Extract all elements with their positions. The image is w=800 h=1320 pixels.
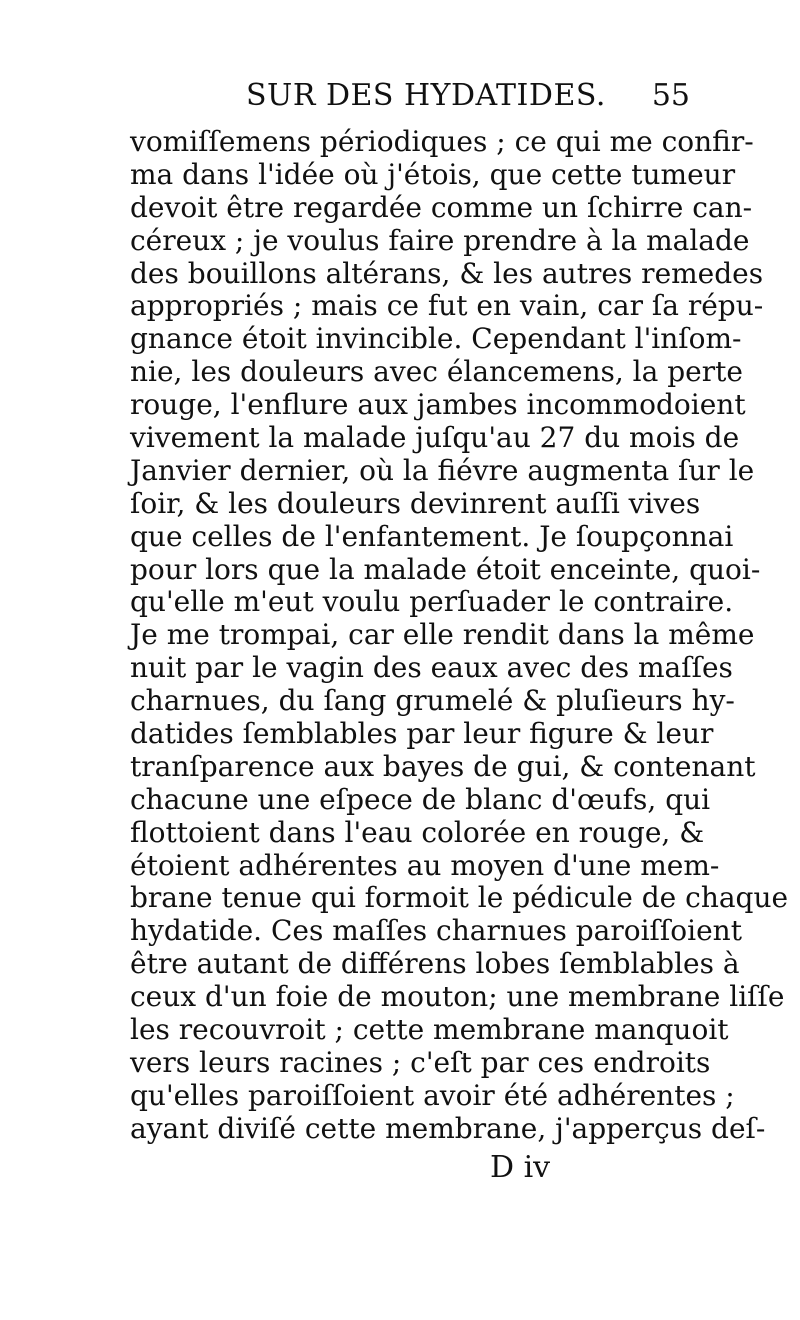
text-line: être autant de différens lobes ſemblables à	[130, 947, 740, 981]
running-title: SUR DES HYDATIDES.	[246, 78, 606, 113]
body-text	[130, 125, 789, 1146]
text-line: datides ſemblables par leur figure & leur	[130, 717, 714, 751]
text-line: ſoir, & les douleurs devinrent auſſi vives	[130, 486, 701, 520]
text-line: Janvier dernier, où la fiévre augmenta ſur le	[130, 453, 755, 487]
text-line: brane tenue qui formoit le pédicule de chaque	[130, 881, 789, 915]
text-line: appropriés ; mais ce fut en vain, car ſa répu-	[130, 289, 764, 323]
text-line: ceux d'un foie de mouton; une membrane liſſe	[130, 980, 785, 1014]
text-line: flottoient dans l'eau colorée en rouge, &	[130, 815, 705, 849]
text-line: gnance étoit invincible. Cependant l'inſom-	[130, 322, 742, 356]
text-line: pour lors que la malade étoit enceinte, quoi-	[130, 552, 761, 586]
text-line: des bouillons altérans, & les autres remedes	[130, 256, 764, 290]
text-line: qu'elle m'eut voulu perſuader le contraire.	[130, 585, 734, 619]
text-line: charnues, du ſang grumelé & pluſieurs hy-	[130, 684, 735, 718]
page-number: 55	[651, 78, 690, 113]
text-line: chacune une eſpece de blanc d'œufs, qui	[130, 782, 711, 816]
text-line: vomiſſemens périodiques ; ce qui me confir-	[130, 125, 754, 158]
text-line: qu'elles paroiſſoient avoir été adhérentes ;	[130, 1078, 735, 1112]
text-line: étoient adhérentes au moyen d'une mem-	[130, 848, 720, 882]
text-line: les recouvroit ; cette membrane manquoit	[130, 1013, 729, 1047]
text-line: vers leurs racines ; c'eſt par ces endroits	[130, 1045, 711, 1079]
text-line: Je me trompai, car elle rendit dans la même	[130, 618, 755, 652]
text-line: tranſparence aux bayes de gui, & contenant	[130, 749, 756, 783]
text-line: que celles de l'enfantement. Je ſoupçonnai	[130, 519, 734, 553]
text-line: ayant diviſé cette membrane, j'apperçus deſ-	[130, 1111, 766, 1145]
text-line: devoit être regardée comme un ſchirre can-	[130, 190, 753, 224]
text-line: hydatide. Ces maſſes charnues paroiſſoient	[130, 914, 742, 948]
text-line: nuit par le vagin des eaux avec des maſſes	[130, 651, 733, 685]
signature-mark: D iv	[490, 1150, 551, 1185]
text-line: rouge, l'enflure aux jambes incommodoient	[130, 388, 746, 422]
text-line: céreux ; je voulus faire prendre à la malade	[130, 223, 750, 257]
text-line: vivement la malade juſqu'au 27 du mois de	[130, 421, 740, 455]
text-line: nie, les douleurs avec élancemens, la perte	[130, 355, 743, 389]
text-line: ma dans l'idée où j'étois, que cette tumeur	[130, 157, 736, 191]
running-head	[130, 78, 690, 122]
